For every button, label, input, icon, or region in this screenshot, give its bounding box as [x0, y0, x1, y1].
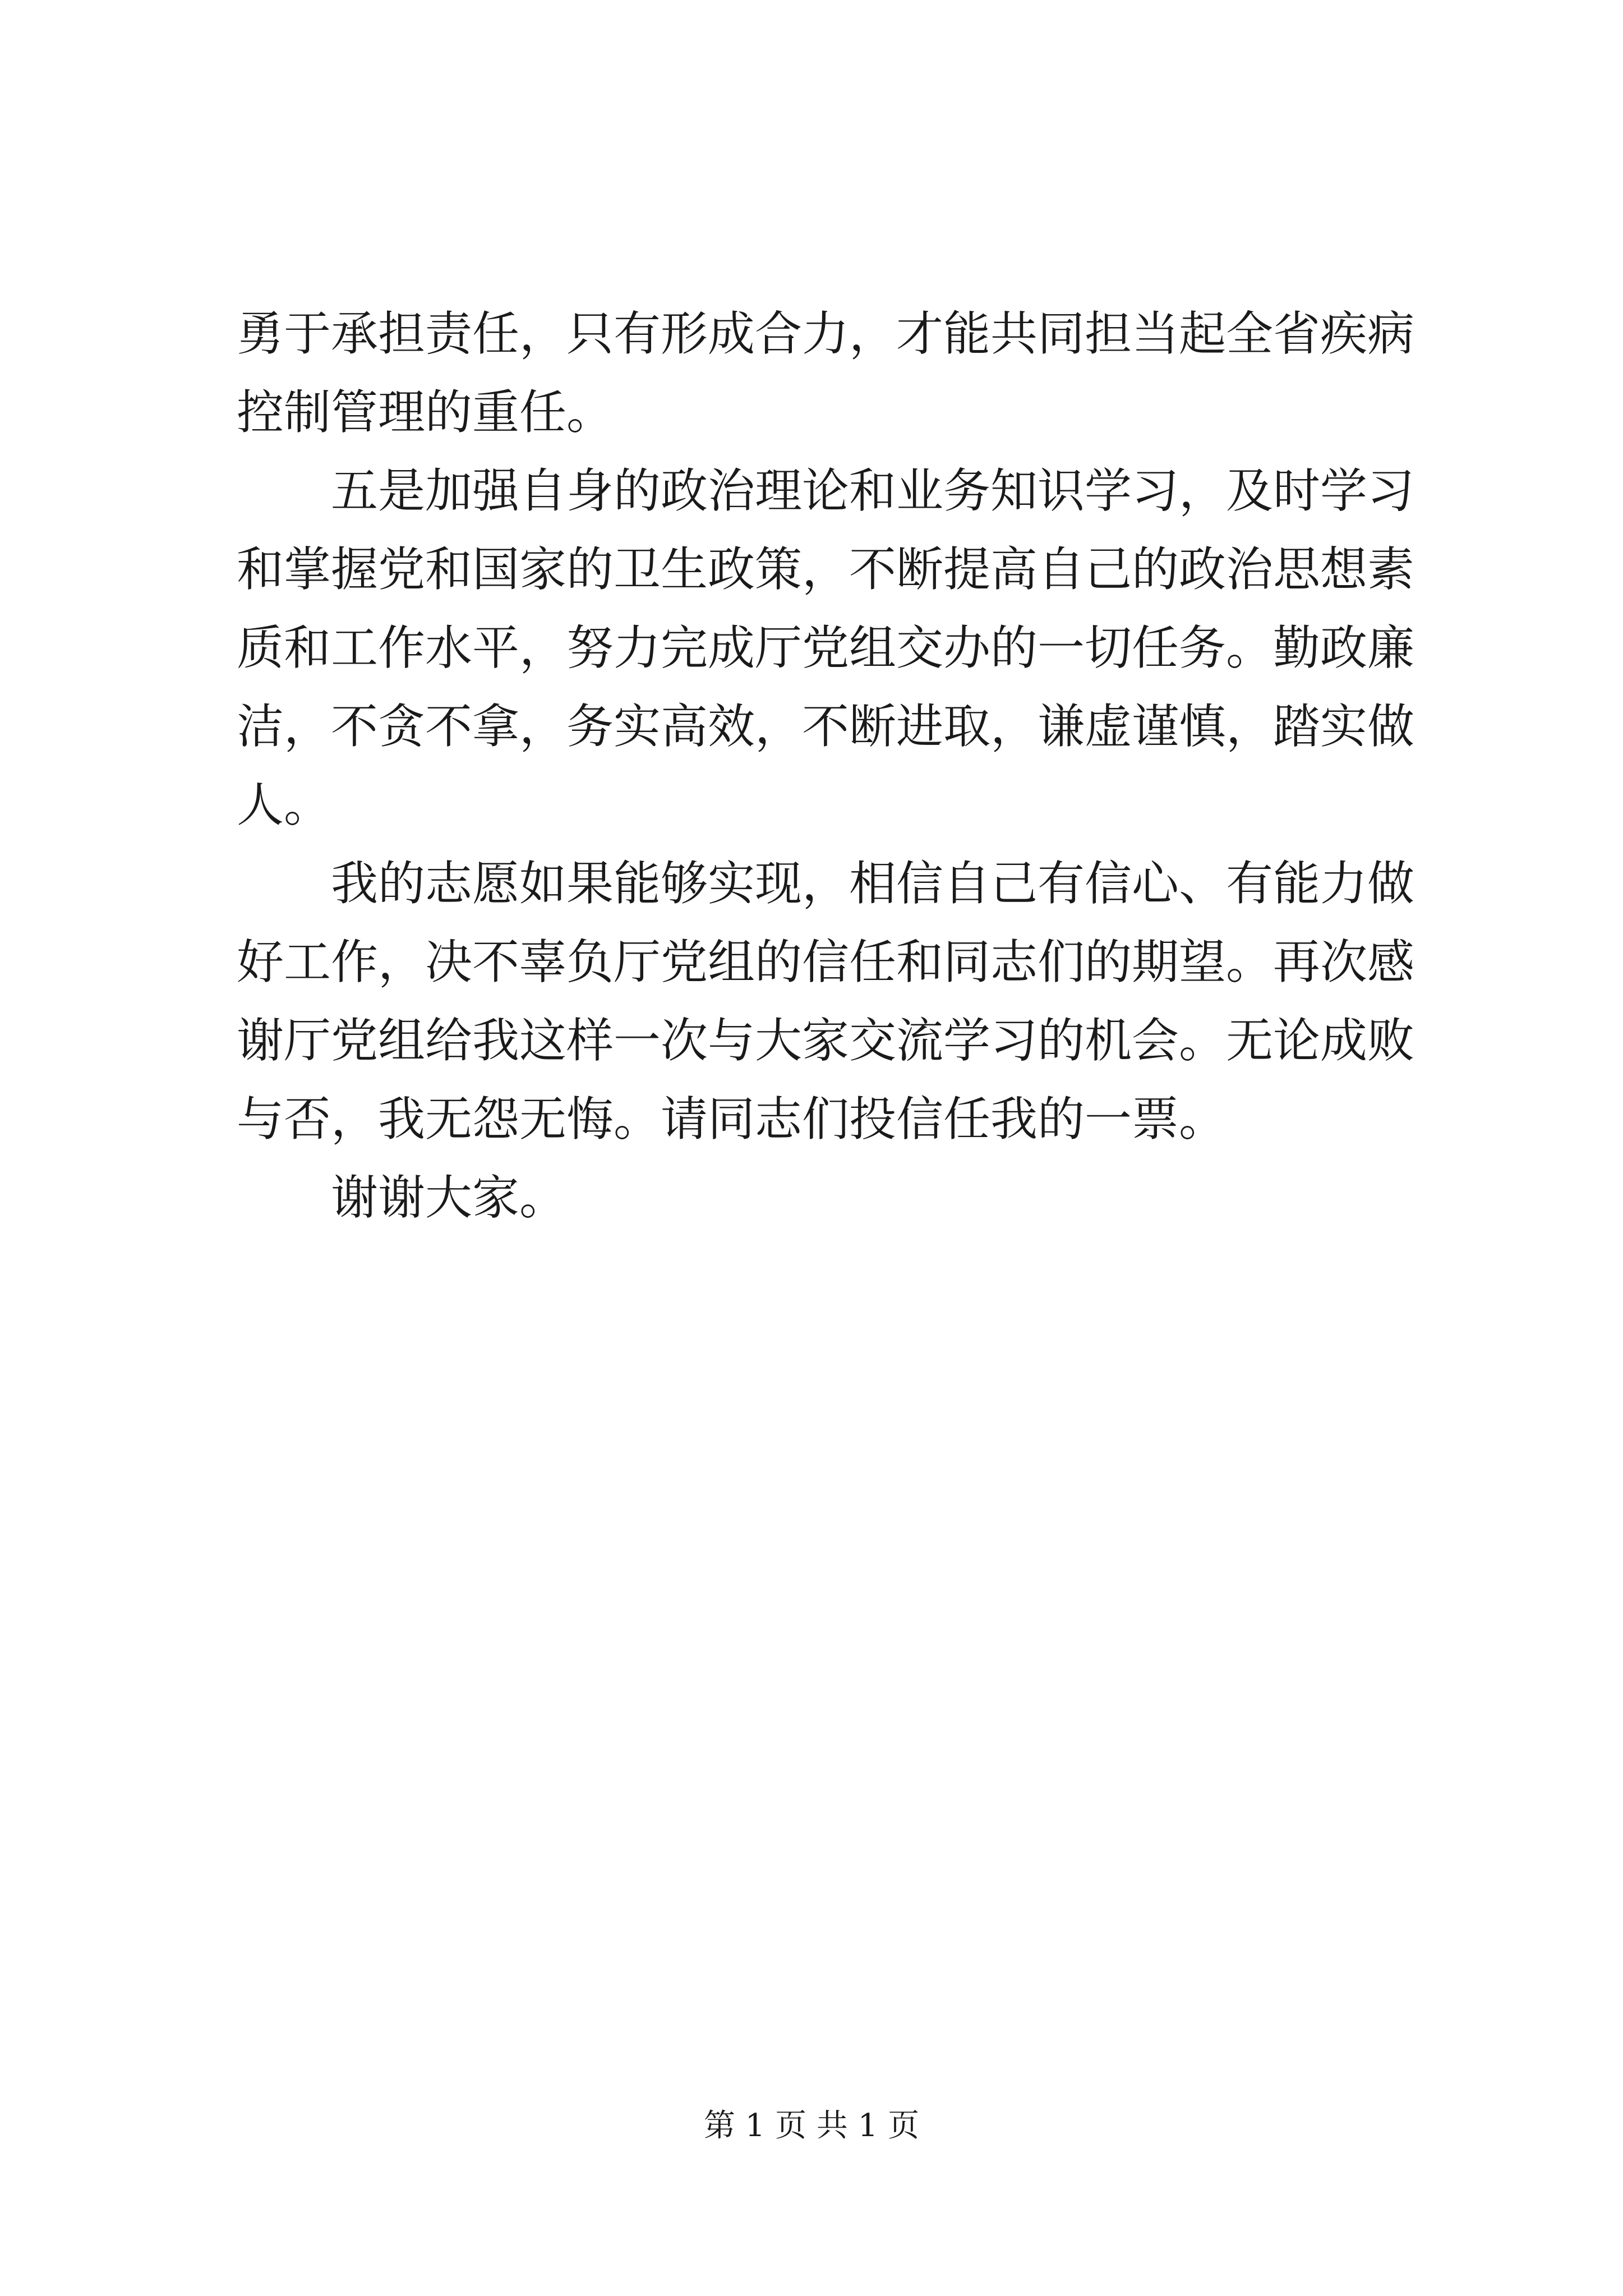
paragraph-continuation: 勇于承担责任，只有形成合力，才能共同担当起全省疾病控制管理的重任。 [237, 306, 1415, 440]
paragraph-thanks: 谢谢大家。 [331, 1170, 567, 1225]
paragraph-closing-pledge: 我的志愿如果能够实现，相信自己有信心、有能力做好工作，决不辜负厅党组的信任和同志们的期望。再次感谢厅党组给我这样一次与大家交流学习的机会。无论成败与否，我无怨无悔。请同志们投信任我的一票。 [237, 856, 1415, 1147]
document-body [237, 295, 1414, 1237]
paragraph-point-five: 五是加强自身的政治理论和业务知识学习，及时学习和掌握党和国家的卫生政策，不断提高自己的政治思想素质和工作水平，努力完成厅党组交办的一切任务。勤政廉洁，不贪不拿，务实高效，不断进取，谦虚谨慎，踏实做人。 [237, 463, 1415, 832]
page-footer: 第 1 页 共 1 页 [703, 2108, 920, 2144]
